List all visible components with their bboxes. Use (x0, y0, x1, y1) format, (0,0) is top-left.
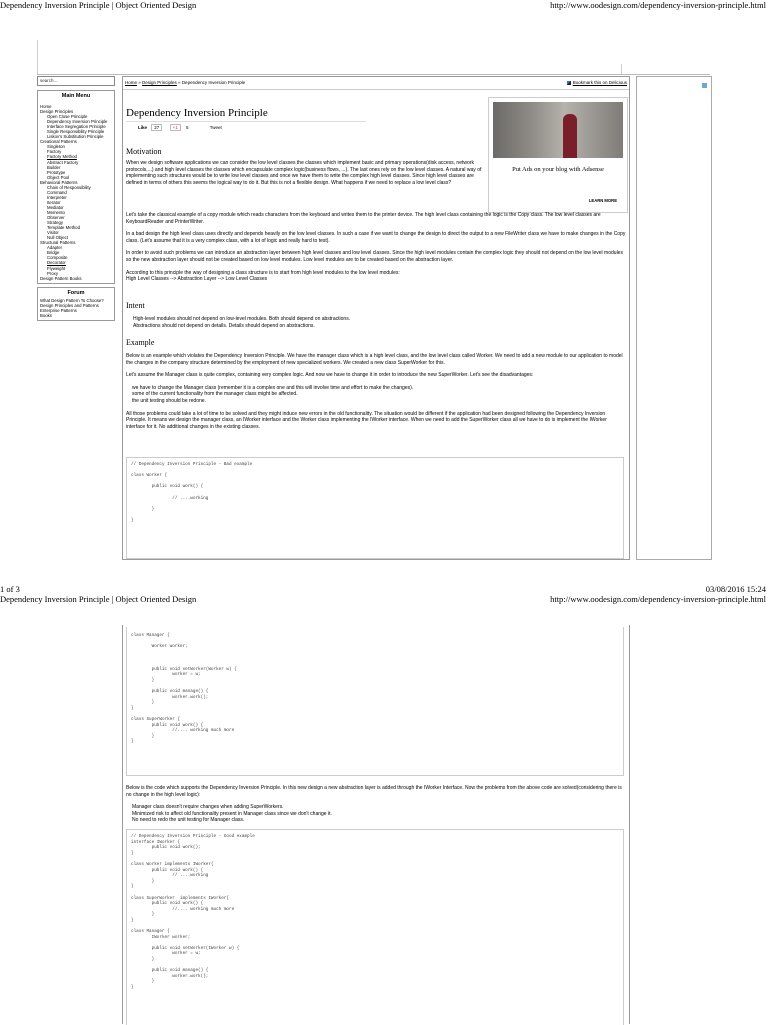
good-example-item: Minimized risk to affect old functionality present in Manager class since we don't change it. (132, 810, 332, 817)
sidebar-menu-item[interactable]: Adapter (47, 245, 63, 251)
sidebar-menu-item[interactable]: Factory (47, 149, 62, 155)
ad-image-figure (563, 114, 577, 158)
forum-menu-item[interactable]: Books (40, 312, 52, 318)
motivation-paragraph: According to this principle the way of designing a class structure is to start from high level modules to the low level modules: (126, 269, 400, 276)
sidebar-menu-item[interactable]: Memento (47, 209, 65, 215)
sidebar-menu-item[interactable]: Visitor (47, 230, 59, 236)
disadvantage-item: the unit testing should be redone. (132, 397, 206, 404)
print-footer-date: 03/08/2016 15:24 (705, 584, 766, 594)
code-text: // Dependency Inversion Principle - Good example interface IWorker { public void work(); } class Worker implements IWorker{ public void work() { // ....working } } class SuperWorker implements IWorker{ public void work() { //.... working much more } } class Manager { IWorker worker; public void setWorker(IWorker w) { worker = w; } public void manage() { worker.work(); } } (131, 834, 255, 991)
gplus-count: 5 (185, 125, 189, 130)
breadcrumb-current: Dependency Inversion Principle (181, 80, 246, 85)
frame-line (621, 64, 622, 74)
forum-title: Forum (67, 289, 85, 296)
breadcrumb (125, 80, 245, 85)
ad-learn-more-button[interactable]: LEARN MORE (588, 198, 617, 203)
sidebar-menu-item[interactable]: Bridge (47, 250, 60, 256)
main-menu (37, 90, 115, 284)
ad-choices-icon[interactable] (702, 83, 707, 88)
print-footer-page: 1 of 3 (0, 584, 20, 594)
sidebar-menu-item[interactable]: Proxy (47, 270, 58, 276)
bookmark-label: Bookmark this on Delicious (572, 80, 627, 85)
ad-text: Put Ads on your blog with Adsense (512, 166, 604, 173)
breadcrumb-separator: » (137, 80, 143, 85)
bookmark-link[interactable] (567, 80, 627, 85)
search-input[interactable]: search... (37, 76, 115, 86)
tweet-button[interactable]: Tweet (209, 125, 222, 130)
motivation-paragraph: Let's take the classical example of a copy module which reads characters from the keyboard and writes them to the printer device. The high level class containing the logic is the Copy class. The low level classes are KeyboardReader and PrinterWriter. (126, 212, 601, 225)
forum-menu-item[interactable]: Enterprise Patterns (40, 307, 77, 313)
breadcrumb-separator: » (176, 80, 182, 85)
disadvantage-item: some of the current functionality from the manager class might be affected. (132, 391, 298, 398)
sidebar-menu-item[interactable]: Template Method (47, 225, 80, 231)
sidebar-menu-item[interactable]: Single Responsibility Principle (47, 129, 105, 135)
breadcrumb-design-principles[interactable]: Design Principles (142, 80, 177, 85)
motivation-paragraph: In order to avoid such problems we can introduce an abstraction layer between high level classes and low level classes. Since the high level modules contain the complex logic they should not depend on the low level modules so the new abstraction layer should not be created based on low level modules. Low level modules are to be created based on the abstraction layer. (126, 250, 623, 263)
print-header-title: Dependency Inversion Principle | Object Oriented Design (0, 0, 197, 10)
sidebar-menu-item[interactable]: Iterator (47, 199, 61, 205)
example-paragraph: Below is an example which violates the Dependency Inversion Principle. We have the manager class which is a high level class, and the low level class called Worker. We need to add a new module to our application to model the changes in the company structure determined by the employment of new specialized workers. We created a new class SuperWorker for this. (126, 353, 623, 366)
page-title: Dependency Inversion Principle (126, 107, 268, 119)
sidebar-menu-item[interactable]: Mediator (47, 204, 64, 210)
like-button[interactable]: Like (138, 125, 148, 130)
example-paragraph: All those problems could take a lot of time to be solved and they might induce new errors in the old functionality. The situation would be different if the application had been designed following the Dependency Inversion Principle. It means we design the manager class, an IWorker interface and the Worker class implementing the IWorker interface. When we need to add the SuperWorker class all we have to do is implement the IWorker interface for it. No additional changes in the existing classes. (126, 410, 607, 430)
motivation-paragraph: In a bad design the high level class uses directly and depends heavily on the low level classes. In such a case if we want to change the design to direct the output to a new FileWriter class we have to make changes in the Copy class. (Let's assume that it is a very complex class, with a lot of logic and really hard to test). (126, 231, 626, 244)
sidebar-menu-item[interactable]: Prototype (47, 169, 66, 175)
like-count: 27 (151, 124, 162, 131)
good-example-paragraph: Below is the code which supports the Dependency Inversion Principle. In this new design a new abstraction layer is added through the IWorker Interface. Now the problems from the above code are solved(considering there is no change in the high level logic): (126, 785, 622, 798)
print-header-title: Dependency Inversion Principle | Object Oriented Design (0, 594, 197, 604)
sidebar-menu-item[interactable]: Object Pool (47, 174, 70, 180)
disadvantage-item: we have to change the Manager class (remember it is a complex one and this will involve time and effort to make the changes). (132, 384, 414, 391)
sidebar-menu-item[interactable]: Creational Patterns (40, 139, 77, 145)
example-heading: Example (126, 338, 155, 347)
sidebar-menu-item[interactable]: Command (47, 189, 67, 195)
sidebar-menu-item[interactable]: Strategy (47, 220, 64, 226)
sidebar-menu-item[interactable]: Decorator (47, 260, 66, 266)
right-ad-box (636, 76, 712, 560)
print-header-url: http://www.oodesign.com/dependency-inversion-principle.html (550, 594, 766, 604)
good-example-item: No need to redo the unit testing for Manager class. (132, 817, 245, 824)
forum-menu-item[interactable]: Design Principles and Patterns (40, 302, 99, 308)
sidebar-menu-item[interactable]: Liskov's Substitution Principle (47, 134, 104, 140)
intent-item: Abstractions should not depend on details. Details should depend on abstractions. (133, 322, 315, 329)
sidebar-menu-item[interactable]: Design Pattern Books (40, 275, 82, 281)
sidebar-menu-item[interactable]: Observer (47, 215, 65, 221)
sidebar-menu-item[interactable]: Singleton (47, 144, 65, 150)
sidebar-menu-item[interactable]: Interpreter (47, 194, 67, 200)
sidebar-menu-item[interactable]: Structural Patterns (40, 240, 76, 246)
code-block-bad-example-part2 (126, 627, 624, 776)
sidebar-menu-item[interactable]: Composite (47, 255, 68, 261)
motivation-paragraph: High Level Classes --> Abstraction Layer --> Low Level Classes (126, 276, 268, 283)
print-header-url: http://www.oodesign.com/dependency-inversion-principle.html (550, 0, 766, 10)
motivation-heading: Motivation (126, 147, 162, 156)
sidebar-menu-item[interactable]: Factory Method (47, 154, 77, 160)
frame-line (37, 40, 38, 74)
divider (126, 121, 366, 122)
delicious-icon (567, 81, 571, 85)
intent-item: High-level modules should not depend on low-level modules. Both should depend on abstractions. (133, 316, 351, 322)
sidebar-menu-item[interactable]: Home (40, 104, 52, 109)
adsense-ad[interactable] (488, 97, 628, 213)
gplus-button[interactable]: +1 (170, 124, 181, 131)
frame-line (37, 74, 710, 75)
forum-list (39, 298, 113, 318)
main-menu-list (39, 104, 113, 281)
code-block-bad-example-part1 (126, 457, 624, 559)
main-content (122, 76, 630, 560)
good-example-item: Manager class doesn't require changes when adding SuperWorkers. (132, 804, 284, 811)
code-block-good-example (126, 829, 624, 1025)
main-content-page2 (122, 625, 630, 1024)
ad-image (493, 102, 623, 158)
code-text: class Manager { Worker worker; public void setWorker(Worker w) { worker = w; } public void manage() { worker.work(); } } class SuperWorker { public void work() { //.... working much more } } (131, 633, 237, 745)
sidebar-menu-item[interactable]: Flyweight (47, 265, 66, 271)
intent-heading: Intent (126, 301, 145, 310)
divider (123, 89, 629, 90)
sidebar-menu-item[interactable]: Builder (47, 164, 61, 170)
forum-menu-item[interactable]: What Design Pattern To Choose? (40, 297, 104, 303)
sidebar-menu-item[interactable]: Dependency Inversion Principle (47, 119, 108, 125)
sidebar-menu-item[interactable]: Chain of Responsibility (47, 184, 91, 190)
motivation-paragraph: When we design software applications we can consider the low level classes the classes which implement basic and primary operations(disk access, network protocols,...) and high level classes the classes which encapsulate complex logic(business flows, ...). The last ones rely on the low level classes. A natural way of implementing such structures would be to write low level classes and once we have them to write the complex high level classes. Since high level classes are defined in terms of others this seems the logical way to do it. But this is not a flexible design. What happens if we need to replace a low level class? (126, 160, 482, 186)
example-paragraph: Let's assume the Manager class is quite complex, containing very complex logic. And now we have to change it in order to introduce the new SuperWorker. Let's see the disadvantages: (126, 372, 534, 379)
sidebar (37, 76, 115, 321)
social-bar (138, 125, 222, 130)
sidebar-menu-item[interactable]: Abstract Factory (47, 159, 79, 165)
sidebar-menu-item[interactable]: Open Close Principle (47, 114, 88, 120)
sidebar-menu-item[interactable]: Interface Segregation Principle (47, 124, 106, 130)
sidebar-menu-item[interactable]: Design Principles (40, 109, 74, 115)
sidebar-menu-item[interactable]: Null Object (47, 235, 69, 241)
breadcrumb-home[interactable]: Home (125, 80, 138, 85)
code-text: // Dependency Inversion Principle - Bad example class Worker { public void work() { // ....working } } (131, 462, 253, 523)
forum-menu (37, 287, 115, 321)
sidebar-menu-item[interactable]: Behavioral Patterns (40, 179, 78, 185)
main-menu-title: Main Menu (61, 93, 91, 99)
